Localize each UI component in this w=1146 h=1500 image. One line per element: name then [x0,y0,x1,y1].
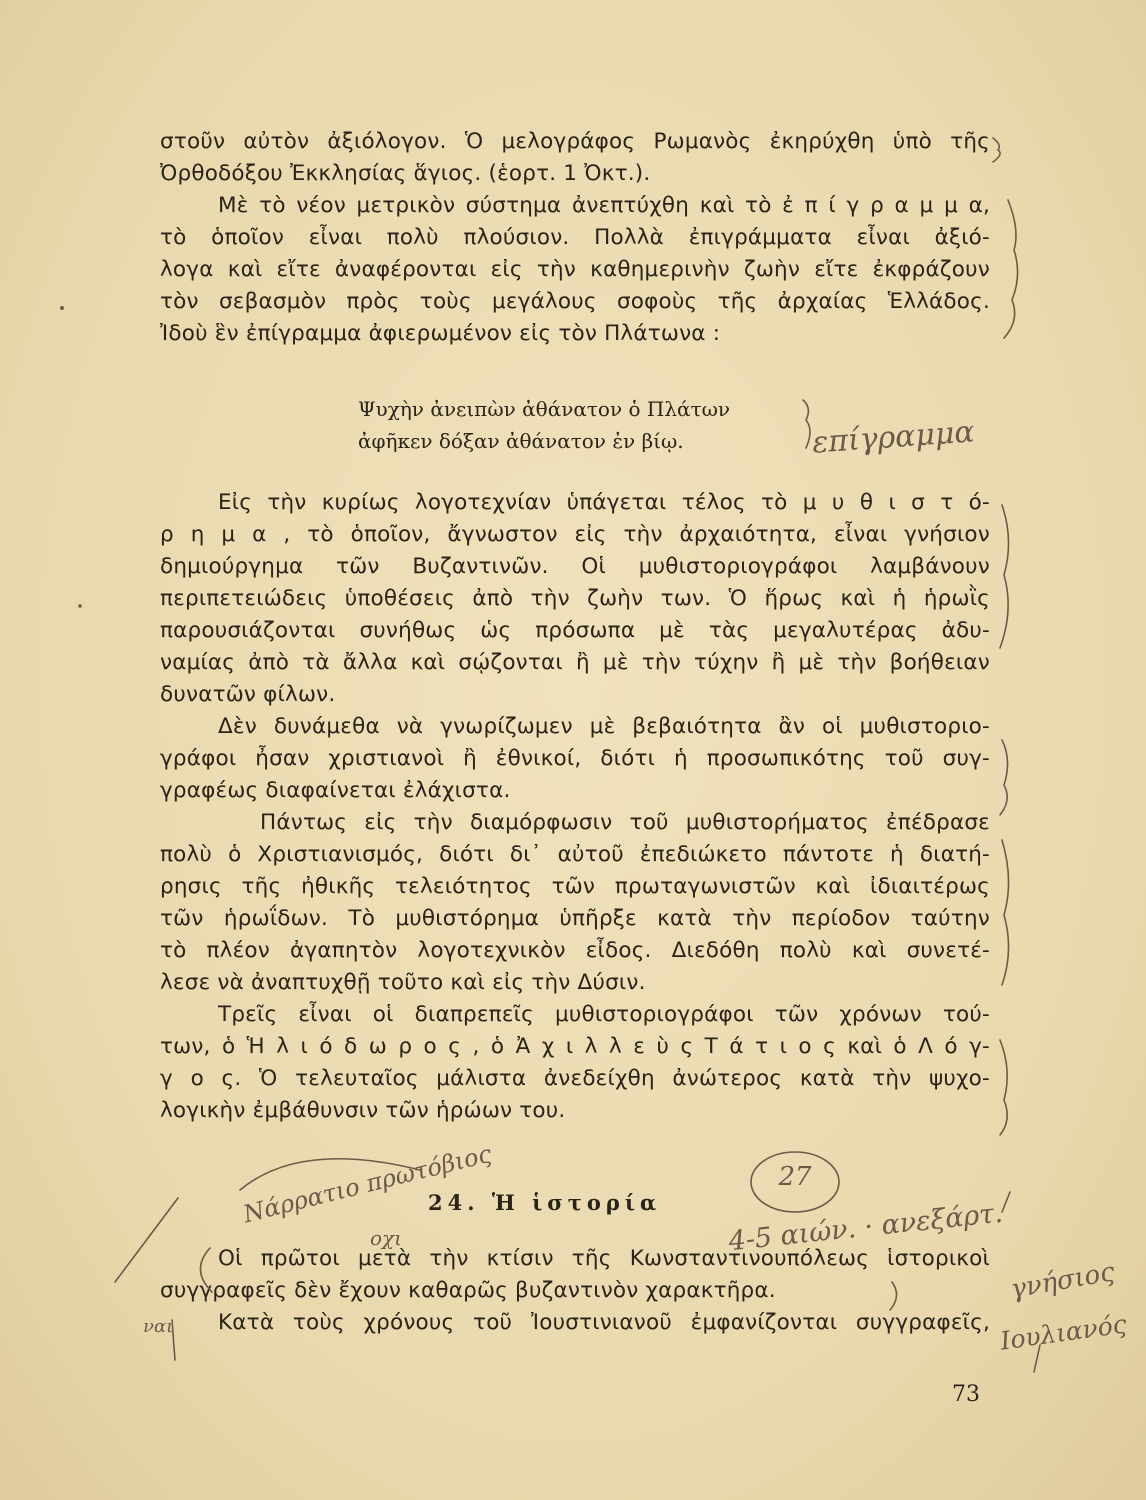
handwritten-note-over-text: οχι [370,1226,403,1250]
text-line: γραφέως διαφαίνεται ἐλάχιστα. [160,778,511,803]
text-line: Οἱ πρῶτοι μετὰ τὴν κτίσιν τῆς Κωνσταντινουπόλεως ἱστορικοὶ [218,1246,990,1271]
text-line: ναμίας ἀπὸ τὰ ἄλλα καὶ σῴζονται ἢ μὲ τὴν τύχην ἢ μὲ τὴν βοήθειαν [160,650,990,675]
text-line: γράφοι ἦσαν χριστιανοὶ ἢ ἐθνικοί, διότι ἡ προσωπικότης τοῦ συγ- [160,746,990,771]
paragraph-block-1 [160,126,990,350]
paragraph-block-2 [160,487,990,1127]
text-line: τὸ πλέον ἀγαπητὸν λογοτεχνικὸν εἶδος. Διεδόθη πολὺ καὶ συνετέ- [160,938,990,963]
handwritten-circled-number: 27 [778,1162,812,1192]
text-line: γ ο ς. Ὁ τελευταῖος μάλιστα ἀνεδείχθη ἀνώτερος κατὰ τὴν ψυχο- [160,1066,990,1091]
text-line: τὸ ὁποῖον εἶναι πολὺ πλούσιον. Πολλὰ ἐπιγράμματα εἶναι ἀξιό- [160,225,990,250]
text-line: παρουσιάζονται συνήθως ὡς πρόσωπα μὲ τὰς μεγαλυτέρας ἀδυ- [160,618,990,643]
page-number: 73 [952,1382,980,1407]
text-line: τὸν σεβασμὸν πρὸς τοὺς μεγάλους σοφοὺς τῆς ἀρχαίας Ἑλλάδος. [160,289,990,314]
margin-bracket [993,138,1000,162]
handwritten-note-epigram: επίγραμμα [810,414,976,461]
text-line: τῶν ἡρωΐδων. Τὸ μυθιστόρημα ὑπῆρξε κατὰ τὴν περίοδον ταύτην [160,906,990,931]
text-line: Ἰδοὺ ἓν ἐπίγραμμα ἀφιερωμένον εἰς τὸν Πλάτωνα : [160,321,721,346]
epigram-verse-line: ἀφῆκεν δόξαν ἀθάνατον ἐν βίῳ. [358,429,684,453]
margin-bracket [1000,505,1009,648]
text-line: ρησις τῆς ἠθικῆς τελειότητος τῶν πρωταγωνιστῶν καὶ ἰδιαιτέρως [160,874,990,899]
text-line: Πάντως εἰς τὴν διαμόρφωσιν τοῦ μυθιστορήματος ἐπέδρασε [260,810,990,835]
handwritten-note-right-bottom: Ιουλιανός [998,1309,1129,1356]
text-line: πολὺ ὁ Χριστιανισμός, διότι δι᾿ αὐτοῦ ἐπεδιώκετο πάντοτε ἡ διατή- [160,842,990,867]
margin-bracket [803,400,810,448]
text-line: συγγραφεῖς δὲν ἔχουν καθαρῶς βυζαντινὸν χαρακτῆρα. [160,1278,776,1303]
text-line: στοῦν αὐτὸν ἀξιόλογον. Ὁ μελογράφος Ρωμανὸς ἐκηρύχθη ὑπὸ τῆς [160,129,990,154]
handwritten-note-right-top: 4-5 αιών. · ανεξάρτ. [727,1197,1005,1258]
text-line: ρ η μ α , τὸ ὁποῖον, ἄγνωστον εἰς τὴν ἀρχαιότητα, εἶναι γνήσιον [160,522,990,547]
handwritten-note-right-mid: γνήσιος [1008,1257,1117,1305]
handwritten-note-left-bottom: ναι [143,1316,174,1337]
section-heading: 24. Ἡ ἱστορία [428,1190,662,1215]
epigram-verse-line: Ψυχὴν ἀνειπὼν ἀθάνατον ὁ Πλάτων [358,397,731,421]
margin-bracket [1000,740,1008,815]
margin-bracket [1002,840,1009,985]
text-line: των, ὁ Ἡ λ ι ό δ ω ρ ο ς , ὁ Ἀ χ ι λ λ ε ὺ ς Τ ά τ ι ο ς καὶ ὁ Λ ό γ- [160,1034,990,1059]
text-line: δυνατῶν φίλων. [160,682,336,707]
text-line: Ὀρθοδόξου Ἐκκλησίας ἅγιος. (ἑορτ. 1 Ὀκτ.). [160,161,651,186]
margin-bracket [1004,200,1018,338]
margin-bracket [1000,1040,1007,1135]
text-line: περιπετειώδεις ὑποθέσεις ἀπὸ τὴν ζωὴν των. Ὁ ἥρως καὶ ἡ ἡρωῒς [160,586,990,611]
text-line: λογα καὶ εἴτε ἀναφέρονται εἰς τὴν καθημερινὴν ζωὴν εἴτε ἐκφράζουν [160,257,990,282]
text-line: Μὲ τὸ νέον μετρικὸν σύστημα ἀνεπτύχθη καὶ τὸ ἐ π ί γ ρ α μ μ α, [218,193,990,218]
margin-dot [78,604,82,608]
text-line: λογικὴν ἐμβάθυνσιν τῶν ἡρώων του. [160,1098,566,1123]
pen-stroke [1002,1192,1010,1212]
text-line: Δὲν δυνάμεθα νὰ γνωρίζωμεν μὲ βεβαιότητα ἂν οἱ μυθιστοριο- [218,714,990,739]
paragraph-block-3 [160,1243,990,1339]
text-line: δημιούργημα τῶν Βυζαντινῶν. Οἱ μυθιστοριογράφοι λαμβάνουν [160,554,990,579]
text-line: Εἰς τὴν κυρίως λογοτεχνίαν ὑπάγεται τέλος τὸ μ υ θ ι σ τ ό- [218,490,990,515]
margin-dot [60,306,64,310]
text-line: Τρεῖς εἶναι οἱ διαπρεπεῖς μυθιστοριογράφοι τῶν χρόνων τού- [218,1002,990,1027]
text-line: Κατὰ τοὺς χρόνους τοῦ Ἰουστινιανοῦ ἐμφανίζονται συγγραφεῖς, [218,1310,990,1335]
handwritten-note-heading-left: Νάρρατιο πρωτόβιος [240,1139,495,1229]
text-line: λεσε νὰ ἀναπτυχθῇ τοῦτο καὶ εἰς τὴν Δύσιν. [160,970,646,995]
